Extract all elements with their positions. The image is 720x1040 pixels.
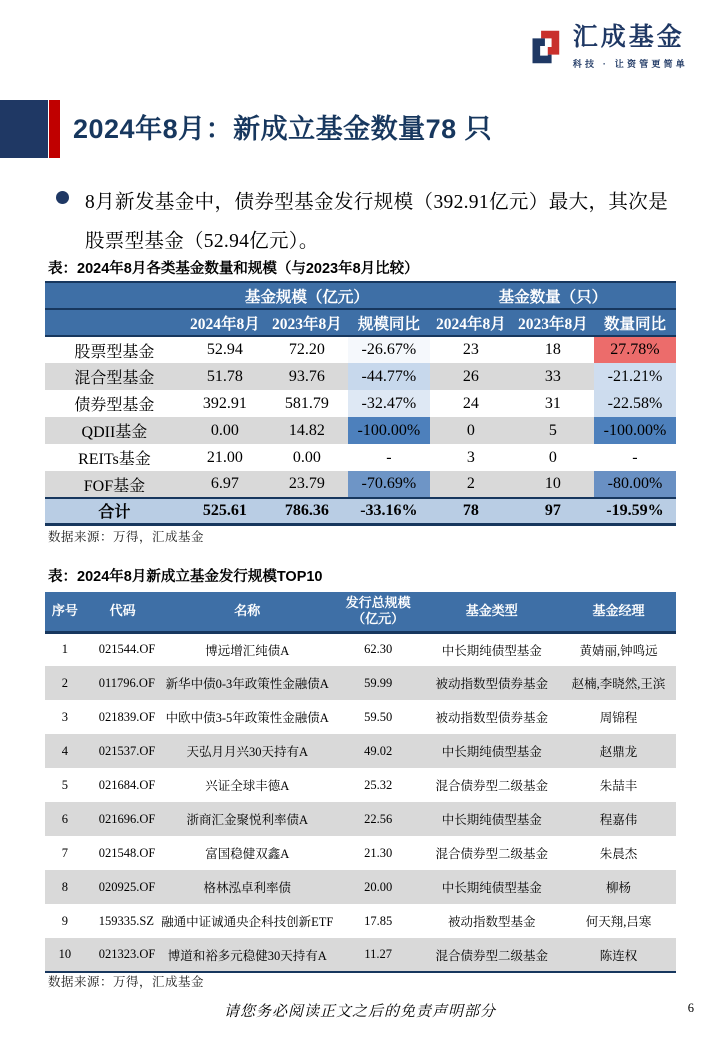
- table-cell: 26: [430, 363, 512, 390]
- table-cell: 22.56: [334, 802, 422, 836]
- table-cell: 59.50: [364, 709, 393, 724]
- table-cell: -80.00%: [594, 471, 676, 498]
- table-cell: 9: [61, 913, 68, 928]
- table-cell: 被动指数型债券基金: [422, 666, 561, 700]
- table-cell: 中欧中债3-5年政策性金融债A: [165, 711, 329, 725]
- table-cell: 20.00: [334, 870, 422, 904]
- table-row: [45, 700, 676, 734]
- table-cell: 10: [45, 938, 85, 972]
- logo-company-name: 汇成基金: [572, 23, 685, 51]
- table-cell: 黄婧丽,钟鸣远: [579, 643, 658, 658]
- table-cell: 6: [45, 802, 85, 836]
- table2-header-manager: 基金经理: [561, 592, 676, 632]
- table-cell: 朱喆丰: [599, 779, 638, 793]
- table-cell: 混合债券型二级基金: [435, 847, 548, 861]
- table-cell: 51.78: [184, 363, 266, 390]
- total-scale-2024: 525.61: [184, 498, 266, 524]
- table-row: [45, 632, 676, 666]
- table1-total-row: [45, 498, 676, 524]
- table-cell: -70.69%: [348, 471, 430, 498]
- table-cell: 21.00: [206, 448, 243, 466]
- table-cell: 浙商汇金聚悦利率债A: [160, 802, 334, 836]
- huicheng-logo-icon: [522, 26, 564, 68]
- table1-col-scale-2023: 2023年8月: [266, 309, 348, 336]
- table-row: [45, 768, 676, 802]
- table-cell: 021544.OF: [98, 642, 156, 657]
- company-logo: [522, 24, 688, 70]
- table-cell: 3: [61, 709, 68, 724]
- top10-fund-table: [45, 592, 676, 973]
- table-cell: 新华中债0-3年政策性金融债A: [160, 666, 334, 700]
- table1-empty-corner: [45, 282, 184, 309]
- bullet-icon: [56, 191, 69, 204]
- table1-group-scale: 基金规模（亿元）: [184, 282, 430, 309]
- table-cell: -22.58%: [594, 390, 676, 417]
- table-cell: 兴证全球丰德A: [205, 779, 290, 793]
- title-band: [0, 100, 720, 158]
- table-cell: 159335.SZ: [98, 913, 154, 928]
- table-cell: 融通中证诚通央企科技创新ETF: [161, 915, 334, 929]
- logo-tagline: 科技 · 让资管更简单: [572, 58, 688, 69]
- table-cell: 62.30: [364, 642, 393, 657]
- table-cell: 程嘉伟: [561, 802, 676, 836]
- table-cell: 021537.OF: [85, 734, 161, 768]
- table-cell: 中长期纯债型基金: [422, 802, 561, 836]
- table-row: [45, 417, 676, 444]
- table-cell: 11.27: [334, 938, 422, 972]
- total-scale-yoy: -33.16%: [348, 498, 430, 524]
- table1-empty-corner2: [45, 309, 184, 336]
- table-cell: -21.21%: [594, 363, 676, 390]
- summary-text: 8月新发基金中，债券型基金发行规模（392.91亿元）最大，其次是股票型基金（52.94亿元）。: [85, 192, 668, 252]
- table-cell: 52.94: [206, 341, 243, 358]
- table-cell: 011796.OF: [85, 666, 161, 700]
- fund-category-table: [45, 281, 676, 526]
- table-cell: 1: [61, 642, 68, 657]
- table-cell: 10: [512, 471, 594, 498]
- table-cell: 14.82: [266, 417, 348, 444]
- table-row: [45, 444, 676, 471]
- table-cell: 富国稳健双鑫A: [205, 847, 290, 861]
- table-cell: 27.78%: [594, 336, 676, 363]
- table2-header-scale: 发行总规模 （亿元）: [334, 592, 422, 632]
- table2-header-seq: 序号: [45, 592, 85, 632]
- table-row: [45, 904, 676, 938]
- table-row: [45, 836, 676, 870]
- total-count-2023: 97: [512, 498, 594, 524]
- title-navy-block: [0, 100, 48, 158]
- table-cell: 被动指数型基金: [447, 915, 536, 929]
- table1-column-header-row: [45, 309, 676, 336]
- table-cell: 0.00: [292, 448, 321, 466]
- table-row: [45, 802, 676, 836]
- table-cell: -100.00%: [348, 417, 430, 444]
- table-cell: 中长期纯债型基金: [422, 870, 561, 904]
- table-cell: 赵鼎龙: [561, 734, 676, 768]
- table-cell: 31: [544, 394, 561, 412]
- table1-col-scale-yoy: 规模同比: [348, 309, 430, 336]
- table-cell: 0: [548, 448, 557, 466]
- table2-header-row: [45, 592, 676, 632]
- table-cell: 中长期纯债型基金: [441, 643, 542, 658]
- table-cell: 5: [61, 777, 68, 792]
- table1-caption: 表：2024年8月各类基金数量和规模（与2023年8月比较）: [48, 261, 419, 277]
- table-cell: -: [632, 448, 638, 466]
- table-cell: FOF基金: [45, 471, 184, 498]
- table2-header-name: 名称: [160, 592, 334, 632]
- logo-text-block: [573, 24, 688, 70]
- table1-source: 数据来源：万得，汇成基金: [48, 530, 205, 544]
- summary-bullet: [56, 183, 668, 261]
- table2-source: 数据来源：万得，汇成基金: [48, 975, 205, 989]
- table-cell: 72.20: [288, 341, 325, 358]
- table-cell: -44.77%: [348, 363, 430, 390]
- table-row: [45, 471, 676, 498]
- table-cell: 18: [544, 341, 561, 358]
- table-cell: 7: [61, 845, 68, 860]
- table-cell: 4: [45, 734, 85, 768]
- table-cell: 020925.OF: [85, 870, 161, 904]
- table-cell: 021696.OF: [85, 802, 161, 836]
- table-cell: 中长期纯债型基金: [422, 734, 561, 768]
- table-cell: -32.47%: [348, 390, 430, 417]
- table-cell: 5: [512, 417, 594, 444]
- total-label: 合计: [45, 498, 184, 524]
- table-cell: 23: [462, 341, 479, 358]
- table-cell: -26.67%: [348, 336, 430, 363]
- table-row: [45, 666, 676, 700]
- table-cell: 何天翔,吕寒: [585, 915, 652, 929]
- table-cell: 2: [430, 471, 512, 498]
- table-cell: 33: [512, 363, 594, 390]
- table-cell: 陈连权: [561, 938, 676, 972]
- table-cell: 柳杨: [561, 870, 676, 904]
- table-cell: 债券型基金: [74, 397, 155, 414]
- table-cell: -: [386, 448, 392, 466]
- table1-group-header-row: [45, 282, 676, 309]
- table-cell: 23.79: [266, 471, 348, 498]
- table-cell: 被动指数型债券基金: [435, 711, 548, 725]
- table-cell: 49.02: [334, 734, 422, 768]
- table-cell: 93.76: [266, 363, 348, 390]
- table-cell: 0.00: [184, 417, 266, 444]
- page-title: 2024年8月：新成立基金数量78 只: [73, 114, 493, 144]
- table1-group-count: 基金数量（只）: [430, 282, 676, 309]
- table-cell: 博道和裕多元稳健30天持有A: [160, 938, 334, 972]
- table-cell: 股票型基金: [74, 343, 155, 361]
- table2-header-code: 代码: [85, 592, 161, 632]
- table-cell: 赵楠,李晓然,王滨: [561, 666, 676, 700]
- table-cell: 朱晨杰: [599, 847, 638, 861]
- table-cell: 021323.OF: [85, 938, 161, 972]
- table-row: [45, 336, 676, 363]
- table-cell: REITs基金: [78, 451, 151, 468]
- table-cell: 混合债券型二级基金: [422, 938, 561, 972]
- table-cell: -100.00%: [594, 417, 676, 444]
- table-cell: 25.32: [364, 777, 393, 792]
- table-cell: 6.97: [184, 471, 266, 498]
- table-row: [45, 363, 676, 390]
- table-cell: 021684.OF: [98, 777, 156, 792]
- total-scale-2023: 786.36: [266, 498, 348, 524]
- table-cell: 混合型基金: [45, 363, 184, 390]
- top10-fund-table-body: [45, 632, 676, 972]
- table-cell: 天弘月月兴30天持有A: [160, 734, 334, 768]
- table-cell: 混合债券型二级基金: [435, 779, 548, 793]
- table-row: [45, 938, 676, 972]
- table-cell: 博远增汇纯债A: [205, 643, 290, 658]
- table-cell: 581.79: [284, 394, 329, 412]
- table-cell: 8: [45, 870, 85, 904]
- footer-disclaimer: 请您务必阅读正文之后的免责声明部分: [223, 1004, 496, 1020]
- table-row: [45, 734, 676, 768]
- table1-col-count-2023: 2023年8月: [512, 309, 594, 336]
- title-red-bar: [49, 100, 60, 158]
- table-cell: 24: [462, 394, 479, 412]
- table-cell: 17.85: [364, 913, 393, 928]
- table2-header-type: 基金类型: [422, 592, 561, 632]
- table1-col-count-yoy: 数量同比: [594, 309, 676, 336]
- table-row: [45, 390, 676, 417]
- table-cell: QDII基金: [45, 417, 184, 444]
- page-number: 6: [687, 1001, 694, 1015]
- total-count-yoy: -19.59%: [594, 498, 676, 524]
- table2-caption: 表：2024年8月新成立基金发行规模TOP10: [48, 569, 323, 585]
- total-count-2024: 78: [430, 498, 512, 524]
- table-cell: 2: [45, 666, 85, 700]
- table-row: [45, 870, 676, 904]
- table-cell: 21.30: [364, 845, 393, 860]
- table-cell: 3: [466, 448, 475, 466]
- table-cell: 周锦程: [599, 711, 638, 725]
- table-cell: 021548.OF: [98, 845, 156, 860]
- table-cell: 0: [430, 417, 512, 444]
- table1-col-scale-2024: 2024年8月: [184, 309, 266, 336]
- table-cell: 392.91: [202, 394, 247, 412]
- table-cell: 59.99: [334, 666, 422, 700]
- fund-category-table-body: [45, 336, 676, 498]
- table1-col-count-2024: 2024年8月: [430, 309, 512, 336]
- table-cell: 格林泓卓利率债: [160, 870, 334, 904]
- table-cell: 021839.OF: [98, 709, 156, 724]
